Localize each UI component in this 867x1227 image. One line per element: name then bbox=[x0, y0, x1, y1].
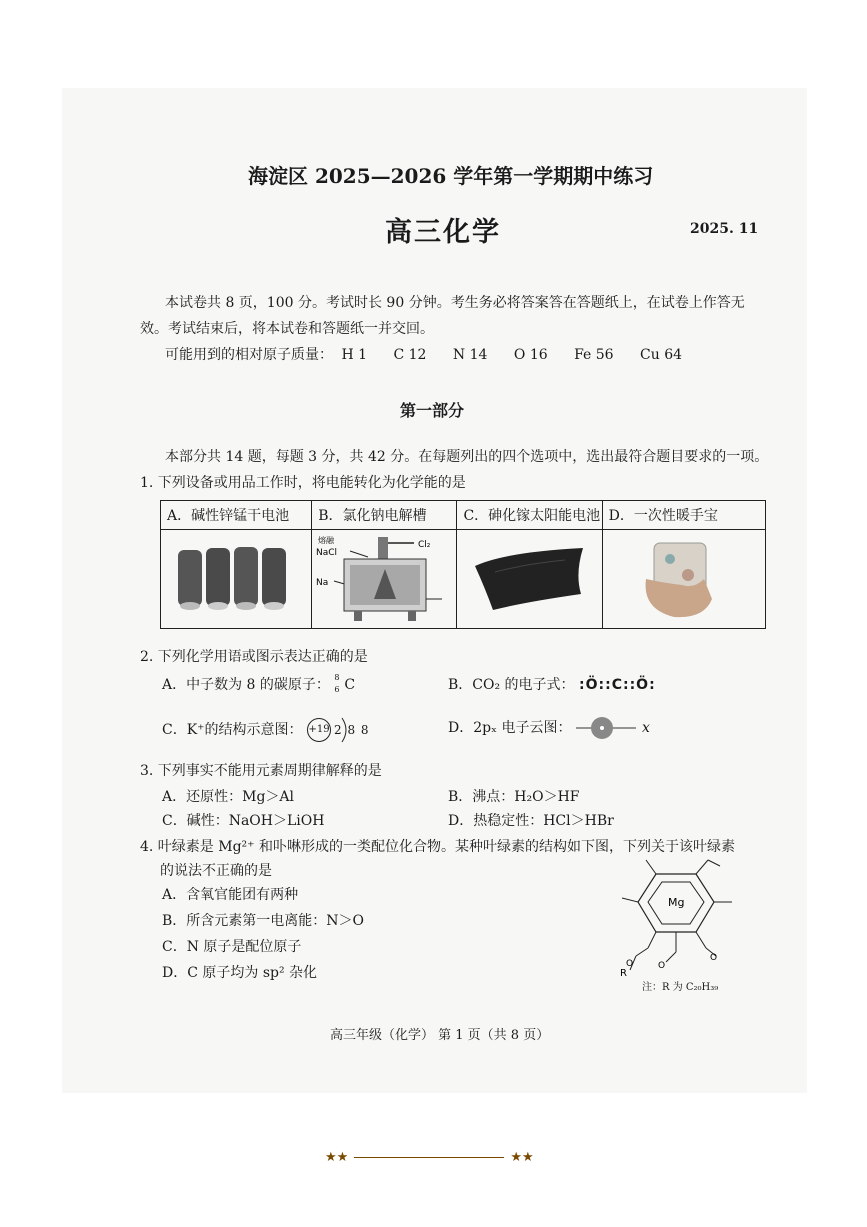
melt-label: 熔融 bbox=[318, 536, 335, 545]
na-label: Na bbox=[316, 578, 329, 588]
q4-option-b: B．所含元素第一电离能：N＞O bbox=[162, 913, 365, 929]
q3-option-a: A．还原性：Mg＞Al bbox=[162, 789, 294, 805]
svg-text:O: O bbox=[626, 959, 634, 969]
q4-option-d: D．C 原子均为 sp² 杂化 bbox=[162, 965, 318, 981]
mass-o: O 16 bbox=[513, 347, 548, 363]
solar-cell-image bbox=[457, 530, 601, 628]
q4-option-a: A．含氧官能团有两种 bbox=[162, 887, 299, 903]
svg-text:O: O bbox=[710, 953, 718, 963]
q2-option-b bbox=[448, 674, 656, 694]
nucleus-circle: +19 bbox=[307, 718, 331, 742]
q2-stem: 2. 下列化学用语或图示表达正确的是 bbox=[140, 649, 368, 665]
q3-option-b: B．沸点：H₂O＞HF bbox=[448, 789, 580, 805]
star-right-icon: ★★ bbox=[510, 1150, 534, 1165]
svg-text:O: O bbox=[658, 961, 666, 971]
q4-stem-line-2: 的说法不正确的是 bbox=[160, 863, 272, 879]
intro-line-1: 本试卷共 8 页，100 分。考试时长 90 分钟。考生务必将答案答在答题纸上，在试卷上作答无 bbox=[165, 295, 745, 311]
q2-a-text: A．中子数为 8 的碳原子： bbox=[162, 677, 330, 693]
mass-n: N 14 bbox=[452, 347, 488, 363]
q1-option-b: B．氯化钠电解槽 bbox=[312, 501, 457, 530]
q2-b-text: B．CO₂ 的电子式： bbox=[448, 677, 575, 693]
atomic-masses-label: 可能用到的相对原子质量： bbox=[165, 347, 333, 363]
mass-c: C 12 bbox=[393, 347, 427, 363]
q4-option-c: C．N 原子是配位原子 bbox=[162, 939, 302, 955]
x-axis-label: x bbox=[641, 720, 650, 736]
q3-option-c: C．碱性：NaOH＞LiOH bbox=[162, 813, 325, 829]
q1-stem: 1. 下列设备或用品工作时，将电能转化为化学能的是 bbox=[140, 475, 466, 491]
section-instructions: 本部分共 14 题，每题 3 分，共 42 分。在每题列出的四个选项中，选出最符合题目要求的一项。 bbox=[165, 449, 769, 465]
intro-line-2: 效。考试结束后，将本试卷和答题纸一并交回。 bbox=[140, 321, 434, 337]
mass-cu: Cu 64 bbox=[640, 347, 683, 363]
section-title: 第一部分 bbox=[400, 401, 465, 420]
q2-option-a bbox=[162, 674, 355, 694]
exam-date: 2025. 11 bbox=[690, 221, 759, 237]
q1-option-a: A．碱性锌锰干电池 bbox=[161, 501, 312, 530]
subject-title: 高三化学 bbox=[385, 217, 501, 248]
q2-option-d bbox=[448, 716, 650, 740]
q2-option-c bbox=[162, 716, 370, 744]
r-group-note: 注：R 为 C₂₀H₃₉ bbox=[642, 982, 719, 993]
page-footer: 高三年级（化学） 第 1 页（共 8 页） bbox=[330, 1028, 550, 1043]
q1-option-c: C．砷化镓太阳能电池 bbox=[457, 501, 602, 530]
chlorophyll-structure bbox=[596, 852, 756, 992]
mg-label: Mg bbox=[668, 896, 685, 909]
decorative-line bbox=[354, 1157, 504, 1158]
q3-stem: 3. 下列事实不能用元素周期律解释的是 bbox=[140, 763, 382, 779]
k-ion-structure-diagram bbox=[307, 716, 370, 744]
electrolysis-cell-image bbox=[312, 530, 456, 628]
q2-a-atomic-number: 6 bbox=[334, 685, 340, 694]
electron-shells: 2 8 8 bbox=[334, 723, 370, 737]
battery-image bbox=[161, 530, 311, 628]
q2-a-mass-number: 8 bbox=[334, 673, 340, 682]
q3-option-d: D．热稳定性：HCl＞HBr bbox=[448, 813, 614, 829]
mass-fe: Fe 56 bbox=[574, 347, 614, 363]
p-orbital-diagram bbox=[576, 716, 650, 740]
shell-arcs bbox=[340, 716, 360, 744]
q2-a-symbol: C bbox=[344, 677, 356, 693]
co2-electron-formula: :Ö::C::Ö: bbox=[579, 677, 656, 693]
nacl-label: NaCl bbox=[316, 548, 338, 558]
q1-options-table bbox=[160, 500, 766, 629]
hand-warmer-image bbox=[603, 530, 765, 628]
bottom-decoration bbox=[325, 1150, 534, 1165]
exam-title: 海淀区 2025—2026 学年第一学期期中练习 bbox=[248, 164, 654, 188]
cl2-label: Cl₂ bbox=[418, 540, 431, 550]
mass-h: H 1 bbox=[341, 347, 368, 363]
q1-option-d: D．一次性暖手宝 bbox=[602, 501, 765, 530]
q2-d-text: D．2pₓ 电子云图： bbox=[448, 720, 572, 736]
q4-stem-line-1: 4. 叶绿素是 Mg²⁺ 和卟啉形成的一类配位化合物。某种叶绿素的结构如下图，下列关于该叶绿素 bbox=[140, 839, 736, 855]
q2-a-nuclide bbox=[334, 673, 344, 694]
q2-c-text: C．K⁺的结构示意图： bbox=[162, 722, 303, 738]
atomic-masses bbox=[165, 344, 682, 364]
r-group-label: R bbox=[620, 968, 627, 979]
star-left-icon: ★★ bbox=[325, 1150, 349, 1165]
